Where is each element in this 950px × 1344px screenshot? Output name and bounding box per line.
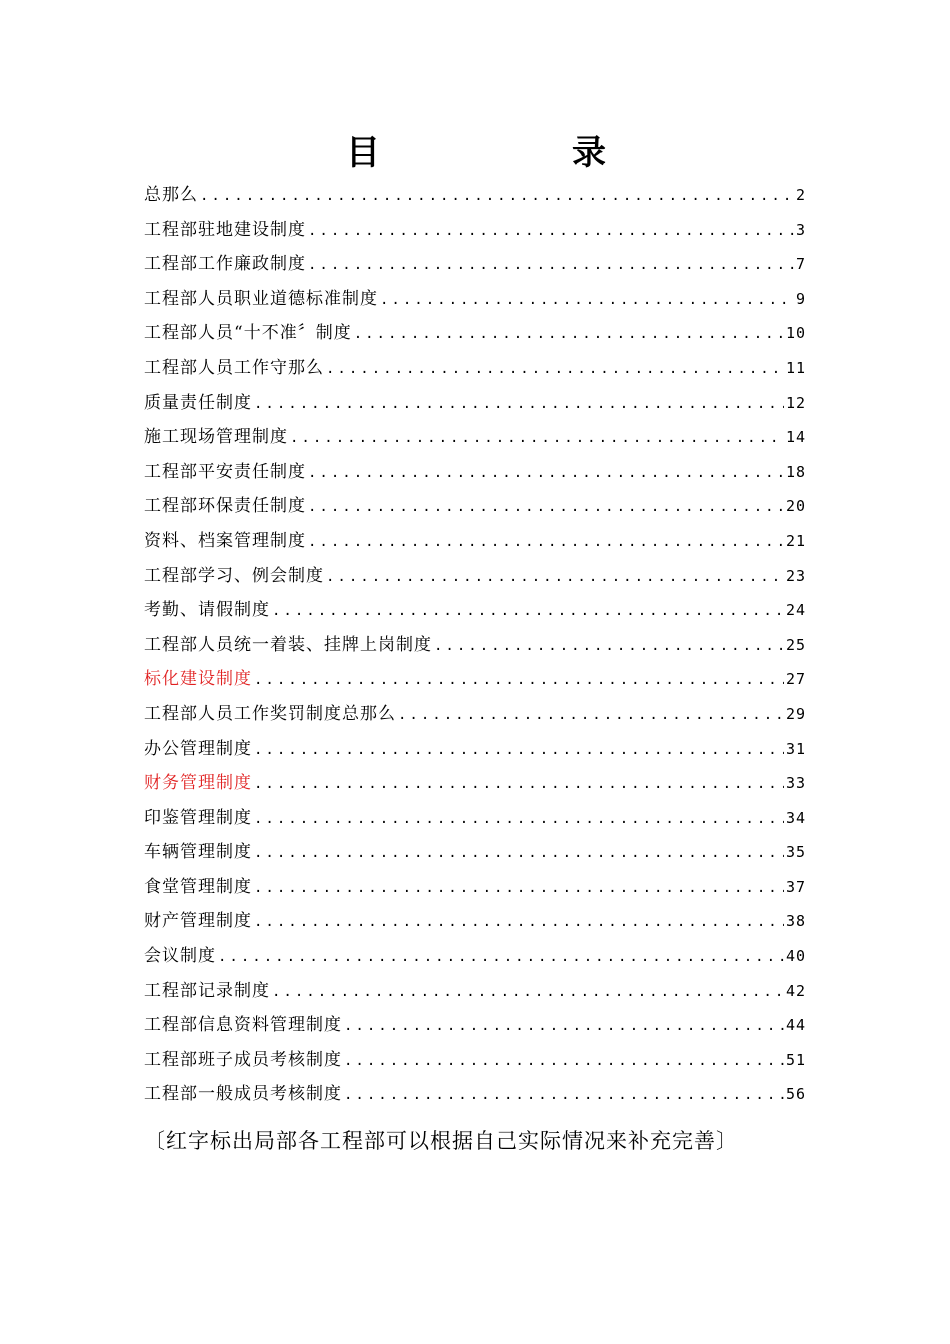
toc-leader-dots [218, 940, 784, 975]
toc-leader-dots [434, 629, 784, 664]
toc-entry-label: 工程部信息资料管理制度 [144, 1015, 342, 1036]
toc-entry-label: 办公管理制度 [144, 738, 252, 759]
toc-entry[interactable] [144, 420, 806, 455]
toc-entry-page: 40 [785, 947, 806, 966]
toc-leader-dots [254, 733, 784, 768]
toc-entry-page: 51 [785, 1050, 806, 1069]
toc-entry[interactable] [144, 835, 806, 870]
page-title [0, 128, 950, 178]
toc-entry[interactable] [144, 351, 806, 386]
toc-entry-page: 31 [785, 739, 806, 758]
toc-entry-label: 工程部人员工作守那么 [144, 357, 324, 378]
toc-entry-label: 资料、档案管理制度 [144, 530, 306, 551]
toc-entry-label: 印鉴管理制度 [144, 807, 252, 828]
toc-entry-label: 考勤、请假制度 [144, 600, 270, 621]
toc-entry[interactable] [144, 801, 806, 836]
toc-entry[interactable] [144, 593, 806, 628]
toc-entry-page: 20 [785, 497, 806, 516]
toc-entry-label: 工程部人员工作奖罚制度总那么 [144, 703, 396, 724]
toc-entry[interactable] [144, 870, 806, 905]
toc-entry[interactable] [144, 178, 806, 213]
toc-entry[interactable] [144, 732, 806, 767]
toc-entry-label-highlighted: 标化建设制度 [144, 669, 252, 690]
toc-entry-page: 38 [785, 912, 806, 931]
toc-entry-label: 工程部学习、例会制度 [144, 565, 324, 586]
toc-leader-dots [308, 525, 784, 560]
toc-entry[interactable] [144, 904, 806, 939]
toc-entry-page: 23 [785, 566, 806, 585]
toc-leader-dots [254, 663, 784, 698]
toc-entry-label: 工程部人员“十不准〞制度 [144, 323, 352, 344]
toc-leader-dots [254, 836, 784, 871]
toc-entry-page: 7 [795, 255, 806, 274]
toc-entry-page: 3 [795, 220, 806, 239]
toc-entry-page: 33 [785, 774, 806, 793]
toc-entry-page: 25 [785, 635, 806, 654]
toc-entry[interactable] [144, 974, 806, 1009]
toc-entry-label-highlighted: 财务管理制度 [144, 773, 252, 794]
toc-entry[interactable] [144, 1043, 806, 1078]
toc-leader-dots [308, 214, 794, 249]
toc-leader-dots [326, 560, 784, 595]
toc-entry[interactable] [144, 455, 806, 490]
toc-entry-label: 质量责任制度 [144, 392, 252, 413]
toc-entry[interactable] [144, 662, 806, 697]
toc-entry-label: 工程部驻地建设制度 [144, 219, 306, 240]
toc-leader-dots [344, 1044, 784, 1079]
toc-entry-label: 工程部工作廉政制度 [144, 254, 306, 275]
toc-leader-dots [344, 1078, 784, 1113]
toc-entry-label: 工程部人员职业道德标准制度 [144, 288, 378, 309]
toc-entry-label: 工程部班子成员考核制度 [144, 1049, 342, 1070]
toc-entry-page: 14 [785, 428, 806, 447]
toc-entry[interactable] [144, 524, 806, 559]
title-char-2: 录 [572, 133, 606, 173]
toc-entry-label: 工程部平安责任制度 [144, 461, 306, 482]
toc-entry[interactable] [144, 766, 806, 801]
toc-entry[interactable] [144, 247, 806, 282]
toc-leader-dots [398, 698, 784, 733]
toc-entry-label: 食堂管理制度 [144, 876, 252, 897]
toc-entry-page: 37 [785, 877, 806, 896]
toc-leader-dots [308, 248, 794, 283]
toc-leader-dots [380, 283, 794, 318]
toc-entry-page: 10 [785, 324, 806, 343]
toc-entry[interactable] [144, 316, 806, 351]
toc-leader-dots [254, 905, 784, 940]
toc-leader-dots [272, 975, 784, 1010]
toc-entry[interactable] [144, 559, 806, 594]
toc-leader-dots [254, 871, 784, 906]
toc-entry-page: 9 [795, 289, 806, 308]
toc-leader-dots [308, 456, 784, 491]
table-of-contents [144, 178, 806, 1112]
toc-entry-page: 42 [785, 981, 806, 1000]
toc-entry-label: 工程部一般成员考核制度 [144, 1084, 342, 1105]
toc-leader-dots [326, 352, 784, 387]
toc-entry-page: 18 [785, 462, 806, 481]
toc-leader-dots [254, 387, 784, 422]
toc-entry-page: 2 [795, 186, 806, 204]
toc-entry-page: 21 [785, 531, 806, 550]
toc-entry[interactable] [144, 697, 806, 732]
toc-entry[interactable] [144, 1077, 806, 1112]
toc-entry-label: 财产管理制度 [144, 911, 252, 932]
toc-entry-page: 44 [785, 1016, 806, 1035]
toc-entry-label: 工程部人员统一着装、挂牌上岗制度 [144, 634, 432, 655]
toc-entry-page: 11 [785, 358, 806, 377]
toc-entry[interactable] [144, 282, 806, 317]
toc-leader-dots [254, 802, 784, 837]
toc-entry-label: 施工现场管理制度 [144, 427, 288, 448]
toc-entry-page: 34 [785, 808, 806, 827]
toc-entry-label: 工程部环保责任制度 [144, 496, 306, 517]
toc-leader-dots [254, 767, 784, 802]
toc-entry-page: 24 [785, 601, 806, 620]
toc-entry-page: 56 [785, 1085, 806, 1104]
toc-entry-label: 会议制度 [144, 946, 216, 967]
toc-entry[interactable] [144, 628, 806, 663]
toc-entry[interactable] [144, 939, 806, 974]
toc-entry-label: 总那么 [144, 185, 198, 205]
toc-entry[interactable] [144, 489, 806, 524]
toc-entry-page: 27 [785, 670, 806, 689]
toc-entry-page: 12 [785, 393, 806, 412]
toc-entry[interactable] [144, 213, 806, 248]
toc-leader-dots [290, 421, 784, 456]
toc-entry-label: 车辆管理制度 [144, 842, 252, 863]
toc-leader-dots [308, 490, 784, 525]
toc-leader-dots [344, 1009, 784, 1044]
toc-entry-page: 29 [785, 704, 806, 723]
toc-entry-label: 工程部记录制度 [144, 980, 270, 1001]
footer-note: 〔红字标出局部各工程部可以根据自己实际情况来补充完善〕 [144, 1129, 738, 1153]
toc-entry[interactable] [144, 1008, 806, 1043]
title-char-1: 目 [346, 133, 380, 173]
toc-leader-dots [200, 179, 794, 214]
toc-entry[interactable] [144, 386, 806, 421]
toc-leader-dots [354, 317, 784, 352]
toc-entry-page: 35 [785, 843, 806, 862]
toc-leader-dots [272, 594, 784, 629]
